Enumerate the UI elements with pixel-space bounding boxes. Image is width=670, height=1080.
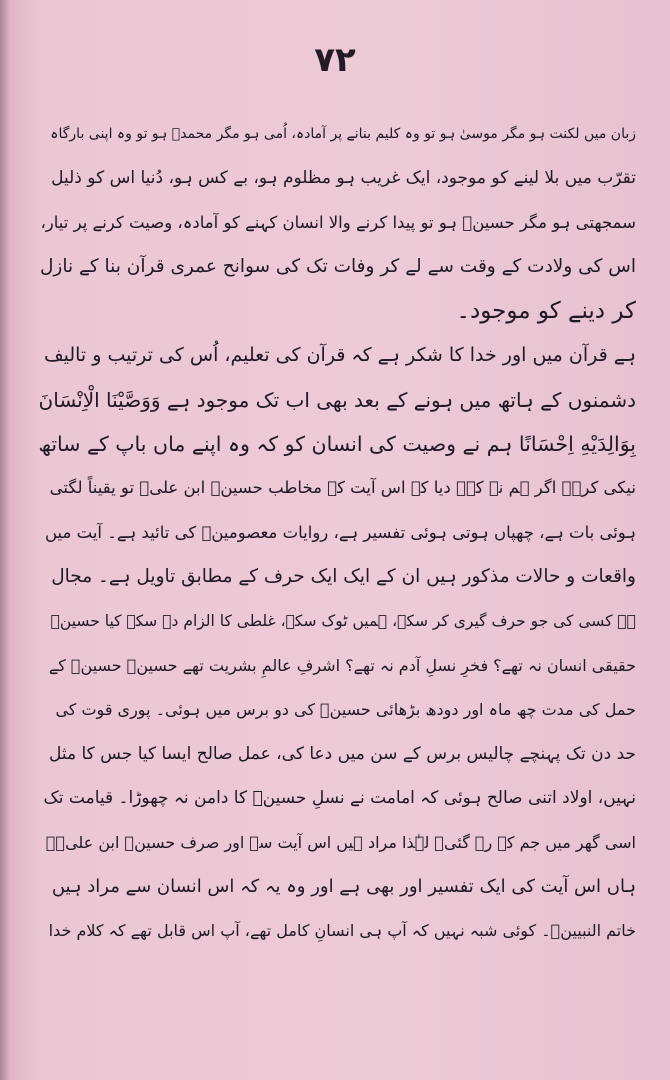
text-line: نیکی کرے۔ اگر ہم نے کہہ دیا کہ اس آیت کے مخاطب حسینؑ ابن علیؑ تو یقیناً لگتی xyxy=(49,478,636,498)
text-line: ہاں اس آیت کی ایک تفسیر اور بھی ہے اور وہ یہ کہ اس انسان سے مراد ہیں xyxy=(51,876,636,898)
text-line: ہوئی بات ہے، چھپاں ہوتی ہوئی تفسیر ہے، روایات معصومینؑ کی تائید ہے۔ آیت میں xyxy=(45,522,636,542)
page-binding-shadow xyxy=(0,0,10,1080)
text-line: کر دینے کو موجود۔ xyxy=(456,298,636,325)
text-line: ہے قرآن میں اور خدا کا شکر ہے کہ قرآن کی تعلیم، اُس کی ترتیب و تالیف xyxy=(43,344,636,367)
text-line: حقیقی انسان نہ تھے؟ فخرِ نسلِ آدم نہ تھے؟ اشرفِ عالمِ بشریت تھے حسینؑ حسینؑ کے xyxy=(48,655,636,675)
text-line: زبان میں لکنت ہو مگر موسیٰ ہو تو وہ کلیم بنانے پر آمادہ، اُمی ہو مگر محمدؐ ہو تو وہ اپنی بارگاہ xyxy=(50,126,636,142)
text-line: خاتم النبیینؐ۔ کوئی شبہ نہیں کہ آپ ہی انسانِ کامل تھے، آپ اس قابل تھے کہ کلام خدا xyxy=(48,921,636,941)
text-line: اسی گھر میں جم کے رہ گئی۔ لہٰذا مراد ہیں اس آیت سے اور صرف حسینؑ ابن علیؑ۔ xyxy=(45,832,636,852)
page-number: ۷۲ xyxy=(314,40,356,80)
text-line: واقعات و حالات مذکور ہیں ان کے ایک ایک حرف کے مطابق تاویل ہے۔ مجال xyxy=(51,565,636,587)
text-line: نہیں، اولاد اتنی صالح ہوئی کہ امامت نے نسلِ حسینؑ کا دامن نہ چھوڑا۔ قیامت تک xyxy=(43,788,636,809)
text-line: دشمنوں کے ہاتھ میں ہونے کے بعد بھی اب تک موجود ہے وَوَصَّیْنَا الْاِنْسَانَ xyxy=(38,387,636,412)
text-line: بِوَالِدَیْهِ اِحْسَانًا ہم نے وصیت کی انسان کو کہ وہ اپنے ماں باپ کے ساتھ xyxy=(38,432,636,457)
body-text xyxy=(38,112,636,954)
text-line: حد دن تک پہنچے چالیس برس کے سن میں دعا کی، عمل صالح ایسا کیا جس کا مثل xyxy=(48,744,636,765)
text-line: حمل کی مدت چھ ماہ اور دودھ بڑھائی حسینؑ کی دو برس میں ہوئی۔ پوری قوت کی xyxy=(55,699,636,719)
text-line: ہے کسی کی جو حرف گیری کر سکے، ہمیں ٹوک سکے، غلطی کا الزام دے سکے کیا حسینؑ xyxy=(50,612,636,631)
text-line: سمجھتی ہو مگر حسینؑ ہو تو پیدا کرنے والا انسان کہنے کو آمادہ، وصیت کرنے پر تیار، xyxy=(40,212,636,232)
text-line: تقرّب میں بلا لینے کو موجود، ایک غریب ہو مظلوم ہو، بے کس ہو، دُنیا اس کو ذلیل xyxy=(51,168,636,189)
text-line: اس کی ولادت کے وقت سے لے کر وفات تک کی سوانح عمری قرآن بنا کے نازل xyxy=(39,255,636,277)
